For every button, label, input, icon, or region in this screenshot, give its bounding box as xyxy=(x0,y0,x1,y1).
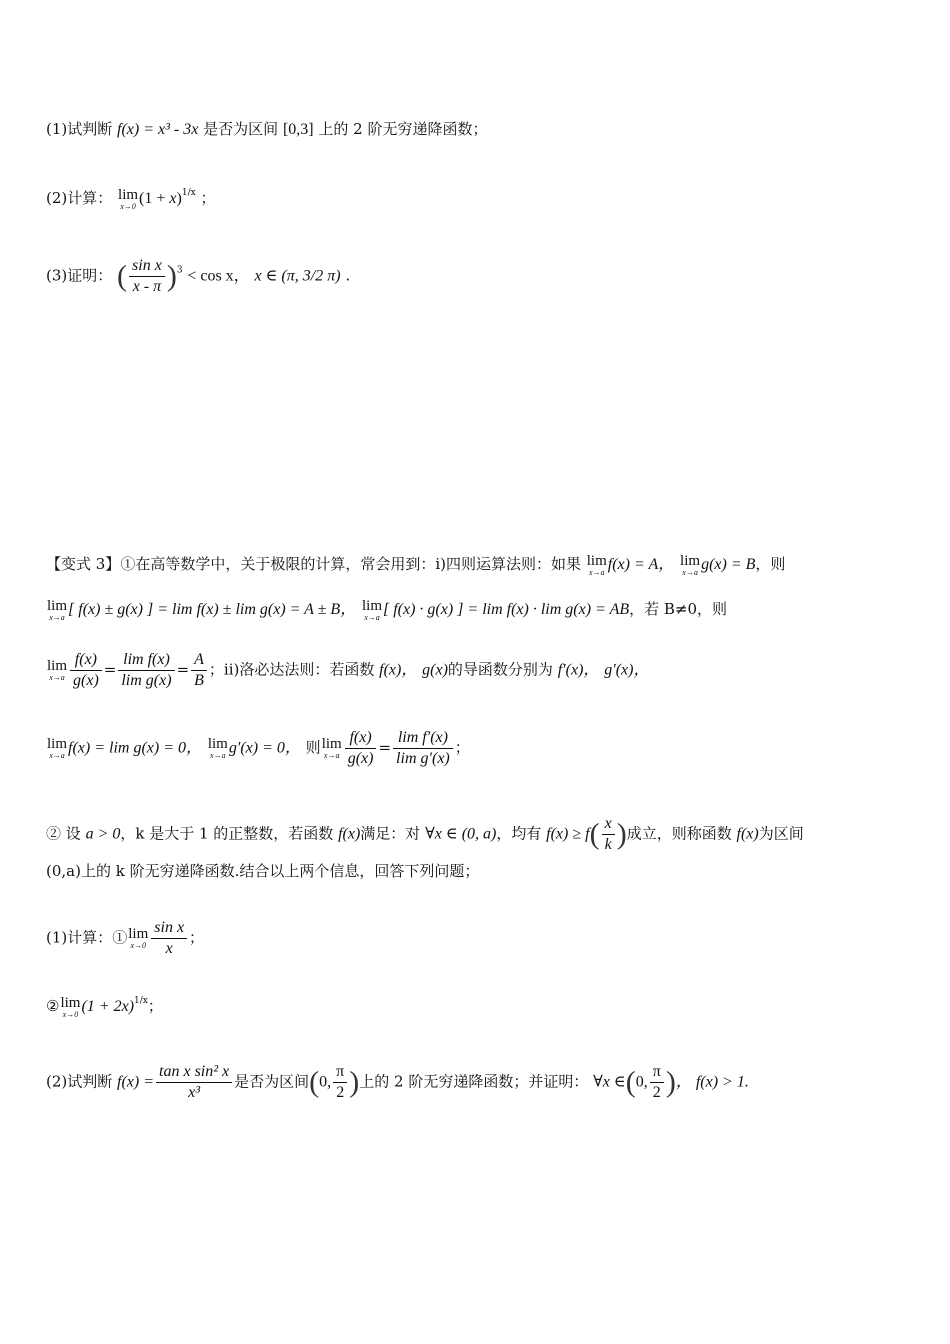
q2-expression: (1 + x) xyxy=(139,190,182,207)
question-1: (1)试判断 f(x) = x³ - 3x 是否为区间 [0,3] 上的 2 阶无穷递降函数； xyxy=(46,120,488,138)
question-3: (3)证明： ( $\frac{\text{sin x}}{x - \pi}$ )$^3$ < cos x， x ∈ (π, 3/2 π) . xyxy=(46,257,351,295)
lhopital-rule: lim x→a f(x) = lim g(x) = 0， lim x→a g′(x) = 0， 则 lim x→a $\frac{f(x)}{g(x)}$ = $\frac{\text{lim f′(x)}}{\text{lim g′(x)}}$ ； xyxy=(47,729,470,767)
q3-fraction: $\frac{\text{sin x}}{x - \pi}$ xyxy=(129,256,165,297)
limit-operator: lim x→0 xyxy=(118,186,139,211)
question-2: (2)计算： lim x→0 $(1 + x)^{1/x}$ ； xyxy=(46,186,216,211)
q1-interval: [0,3] xyxy=(282,121,314,138)
quotient-rule: lim x→a $\frac{f(x)}{g(x)}$ = $\frac{\text{lim f(x)}}{\text{lim g(x)}}$ = $\frac{A}{B}$ ；ii)洛必达法则：若函数 f(x)， g(x)的导函数分别为 f′(x)， g′(x)， xyxy=(47,651,650,689)
definition: ② 设 a > 0，k 是大于 1 的正整数，若函数 f(x)满足：对 ∀x ∈ (0, a)，均有 f(x) ≥ f( $\frac{x}{k}$ )成立，则称函数 f(x)为区间 xyxy=(46,815,804,853)
definition-line-2: (0,a)上的 k 阶无穷递降函数.结合以上两个信息，回答下列问题； xyxy=(46,862,480,880)
product-rule: [ f(x) · g(x) ] = lim f(x) · lim g(x) = AB xyxy=(383,601,630,618)
q3-domain: x ∈ (π, 3/2 π) xyxy=(254,267,341,285)
arithmetic-rules: lim x→a [ f(x) ± g(x) ] = lim f(x) ± lim g(x) = A ± B， lim x→a [ f(x) · g(x) ] = lim f(x) · lim g(x) = AB，若 B≠0，则 xyxy=(47,597,728,622)
variant-intro: 【变式 3】①在高等数学中，关于极限的计算，常会用到：i)四则运算法则：如果 lim x→a f(x) = A， lim x→a g(x) = B，则 xyxy=(46,552,786,577)
problem-2: (2)试判断 f(x) = $\frac{\text{tan x sin² x}}{\text{x³}}$ 是否为区间(0, $\frac{\pi}{2}$ )上的 2 阶无穷递降函数；并证明： ∀x ∈(0, $\frac{\pi}{2}$ )， f(x) > 1. xyxy=(46,1063,749,1101)
q2-exponent: 1/x xyxy=(181,188,196,198)
problem-1: (1)计算：① lim x→0 $\frac{\text{sin x}}{x}$ ； xyxy=(46,919,205,957)
variant-heading: 【变式 3】 xyxy=(46,555,121,573)
sum-rule: [ f(x) ± g(x) ] = lim f(x) ± lim g(x) = A ± B， xyxy=(68,601,357,618)
q1-expression: f(x) = x³ - 3x xyxy=(117,121,199,138)
problem-1-part-2: ② lim x→0 $(1 + 2x)^{1/x}$； xyxy=(46,994,163,1019)
